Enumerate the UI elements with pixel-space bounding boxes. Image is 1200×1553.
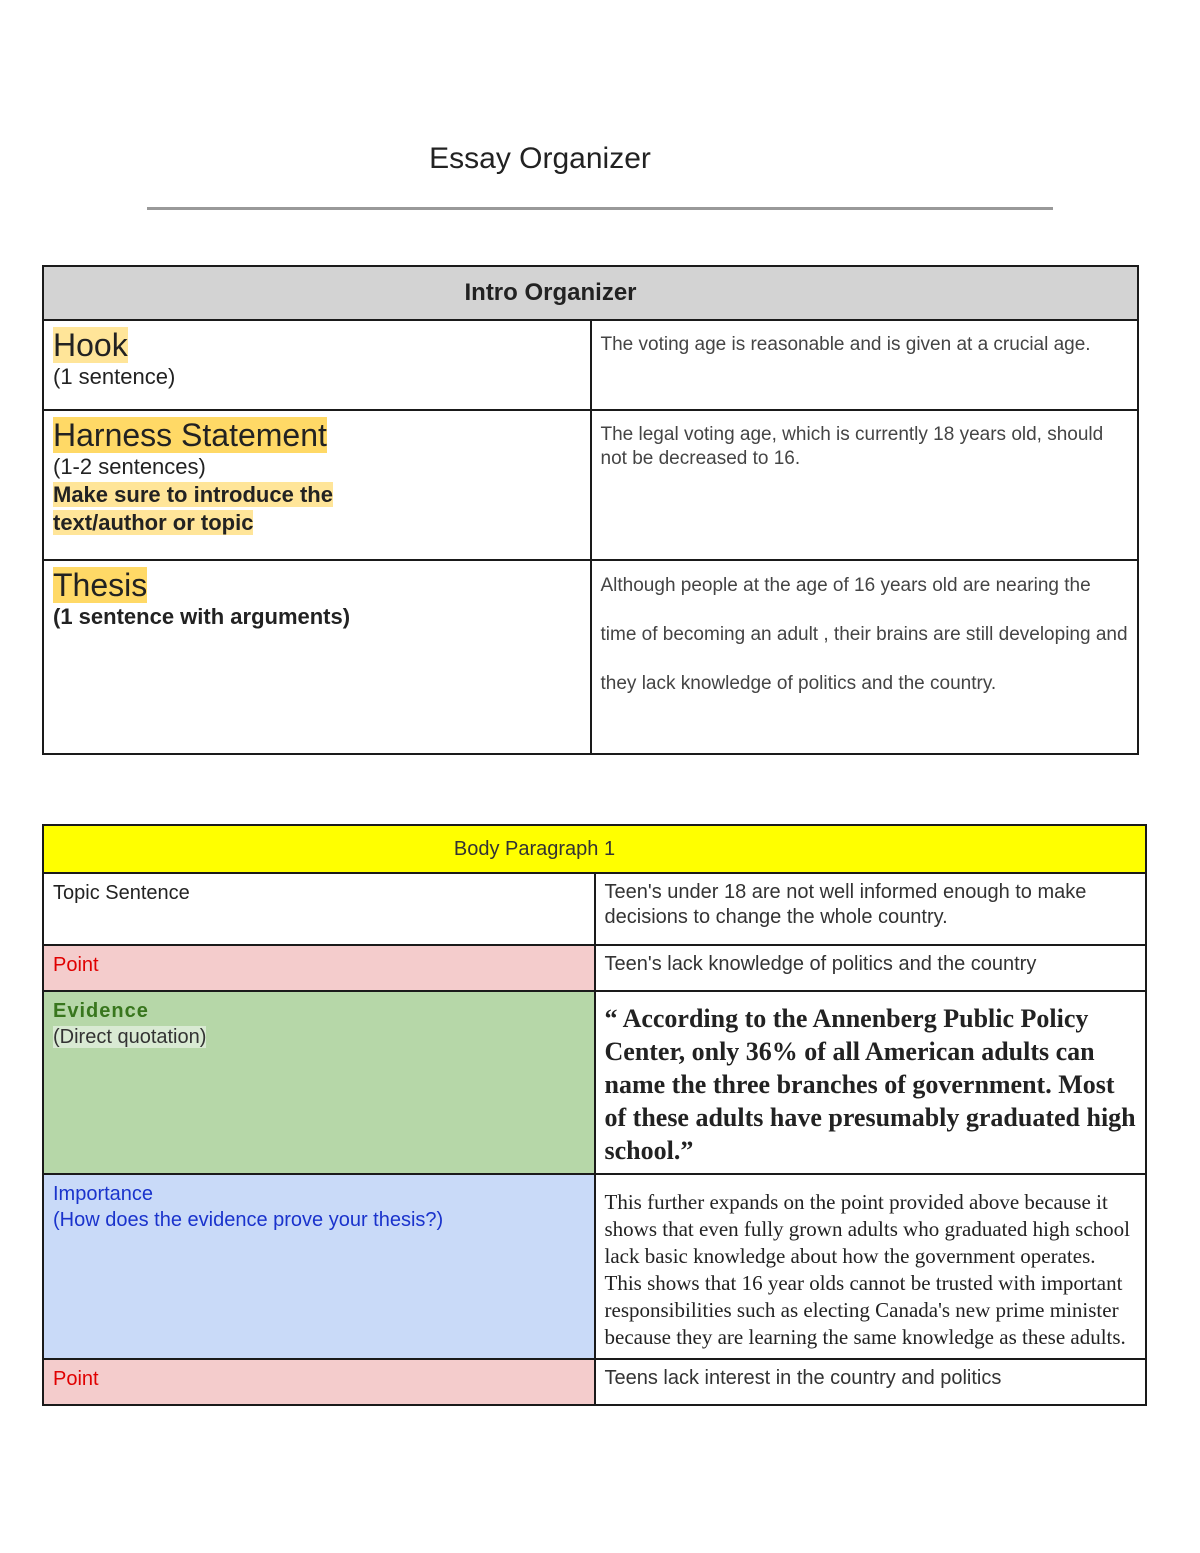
hook-answer[interactable]: The voting age is reasonable and is given at a crucial age. [591,320,1139,410]
thesis-answer[interactable]: Although people at the age of 16 years old are nearing the time of becoming an adult , their brains are still developing and they lack knowledge of politics and the country. [591,560,1139,754]
body-row-point-2 [43,1359,1146,1405]
harness-label: Harness Statement [53,417,327,453]
point-1-label: Point [43,945,595,991]
topic-sentence-label: Topic Sentence [43,873,595,945]
point-1-answer[interactable]: Teen's lack knowledge of politics and the country [595,945,1147,991]
hook-sub: (1 sentence) [53,364,176,389]
evidence-label-cell [43,991,595,1174]
body-row-point-1 [43,945,1146,991]
harness-note-line2: text/author or topic [53,510,254,535]
harness-answer[interactable]: The legal voting age, which is currently 18 years old, should not be decreased to 16. [591,410,1139,560]
topic-sentence-answer[interactable]: Teen's under 18 are not well informed enough to make decisions to change the whole country. [595,873,1147,945]
harness-note-line1: Make sure to introduce the [53,482,333,507]
document-title: Essay Organizer [429,142,651,175]
body-row-importance [43,1174,1146,1359]
importance-label: Importance [53,1183,154,1205]
title-divider [147,207,1053,210]
intro-organizer-table [42,265,1139,755]
importance-answer[interactable]: This further expands on the point provided above because it shows that even fully grown adults who graduated high school lack basic knowledge about how the government operates. This shows that 16 year olds cannot be trusted with important responsibilities such as electing Canada's new prime minister because they are learning the same knowledge as these adults. [595,1174,1147,1359]
importance-label-cell [43,1174,595,1359]
evidence-sub: (Direct quotation) [53,1026,207,1048]
intro-row-hook [43,320,1138,410]
body-row-topic [43,873,1146,945]
thesis-label-cell [43,560,591,754]
point-2-answer[interactable]: Teens lack interest in the country and politics [595,1359,1147,1405]
body-row-evidence [43,991,1146,1174]
importance-sub: (How does the evidence prove your thesis?) [53,1209,444,1231]
harness-sub: (1-2 sentences) [53,454,206,479]
intro-row-thesis [43,560,1138,754]
intro-organizer-header-text: Intro Organizer [464,279,637,306]
hook-label-cell [43,320,591,410]
hook-label: Hook [53,327,128,363]
thesis-label: Thesis [53,567,148,603]
evidence-quote[interactable]: “ According to the Annenberg Public Policy Center, only 36% of all American adults can name the three branches of government. Most of these adults have presumably graduated high school.” [595,991,1147,1174]
harness-label-cell [43,410,591,560]
evidence-label: Evidence [53,1000,149,1022]
point-2-label: Point [43,1359,595,1405]
intro-row-harness [43,410,1138,560]
intro-organizer-header [43,266,1138,320]
body-paragraph-1-table [42,824,1147,1406]
body-paragraph-1-header [43,825,1146,873]
thesis-sub: (1 sentence with arguments) [53,604,351,629]
body-paragraph-1-header-text: Body Paragraph 1 [453,837,616,860]
